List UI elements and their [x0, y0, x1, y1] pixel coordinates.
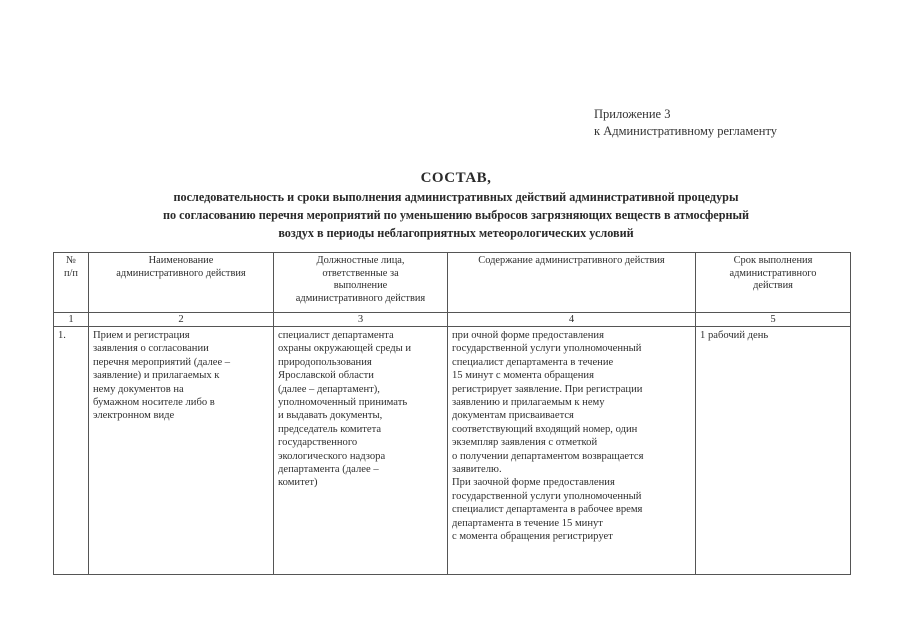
appendix-regulation: к Административному регламенту	[594, 124, 778, 138]
header-content: Содержание административного действия	[448, 253, 696, 313]
column-number-row	[54, 313, 851, 327]
header-action-name: Наименование административного действия	[89, 253, 274, 313]
officials-cell: специалист департамента охраны окружающей среды и природопользования Ярославской области (далее – департамент), уполномоченный принимать и выдавать документы, председатель комитета государственного экологического надзора департамента (далее – комитет)	[274, 327, 448, 575]
title-main: СОСТАВ,	[420, 170, 492, 186]
column-number: 5	[696, 313, 851, 327]
appendix-number: Приложение 3	[594, 107, 671, 121]
column-number: 2	[89, 313, 274, 327]
header-officials: Должностные лица, ответственные за выполнение административного действия	[274, 253, 448, 313]
header-term: Срок выполнения административного действия	[696, 253, 851, 313]
table-row	[54, 327, 851, 575]
row-number: 1.	[54, 327, 89, 575]
table-header-row	[54, 253, 851, 313]
appendix-reference	[594, 106, 777, 140]
content-cell: при очной форме предоставления государственной услуги уполномоченный специалист департамента в течение 15 минут с момента обращения регистрирует заявление. При регистрации заявлению и прилагаемым к нему документам присваивается соответствующий входящий номер, один экземпляр заявления с отметкой о получении департаментом возвращается заявителю. При заочной форме предоставления государственной услуги уполномоченный специалист департамента в рабочее время департамента в течение 15 минут с момента обращения регистрирует	[448, 327, 696, 575]
procedure-table	[53, 252, 851, 575]
column-number: 3	[274, 313, 448, 327]
document-title	[40, 168, 872, 242]
column-number: 1	[54, 313, 89, 327]
title-line-3: воздух в периоды неблагоприятных метеорологических условий	[278, 226, 634, 240]
title-line-1: последовательность и сроки выполнения административных действий административной процедуры	[173, 190, 739, 204]
header-number: № п/п	[54, 253, 89, 313]
action-name-cell: Прием и регистрация заявления о согласовании перечня мероприятий (далее – заявление) и прилагаемых к нему документов на бумажном носителе либо в электронном виде	[89, 327, 274, 575]
term-cell: 1 рабочий день	[696, 327, 851, 575]
title-line-2: по согласованию перечня мероприятий по уменьшению выбросов загрязняющих веществ в атмосферный	[162, 208, 750, 222]
column-number: 4	[448, 313, 696, 327]
